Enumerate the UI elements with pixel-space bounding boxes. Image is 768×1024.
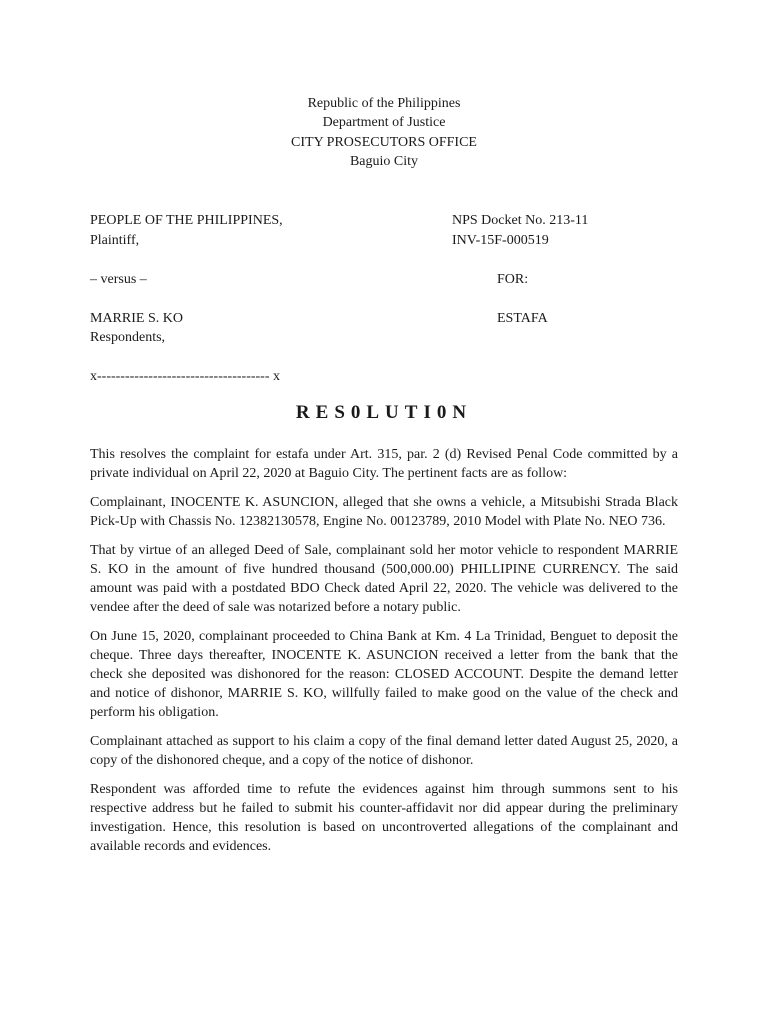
header-department: Department of Justice	[322, 115, 446, 131]
header-city: Baguio City	[349, 154, 419, 170]
paragraph-intro: This resolves the complaint for estafa under Art. 315, par. 2 (d) Revised Penal Code committed by a private individual on April 22, 2020 at Baguio City. The pertinent facts are as follow:	[90, 447, 678, 481]
respondent-name: MARRIE S. KO	[90, 310, 183, 326]
paragraph-complainant: Complainant, INOCENTE K. ASUNCION, alleged that she owns a vehicle, a Mitsubishi Strada Black Pick-Up with Chassis No. 12382130578, Engine No. 00123789, 2010 Model with Plate No. NEO 736.	[90, 495, 678, 529]
paragraph-deed-of-sale: That by virtue of an alleged Deed of Sale, complainant sold her motor vehicle to respondent MARRIE S. KO in the amount of five hundred thousand (500,000.00) PHILLIPINE CURRENCY. The said amount was paid with a postdated BDO Check dated April 22, 2020. The vehicle was delivered to the vendee after the deed of sale was notarized before a notary public.	[90, 543, 678, 615]
plaintiff-name: PEOPLE OF THE PHILIPPINES,	[90, 213, 283, 228]
document-title: RES0LUTI0N	[295, 402, 473, 423]
docket-number: NPS Docket No. 213-11	[452, 213, 589, 228]
header-office: CITY PROSECUTORS OFFICE	[291, 134, 477, 150]
document-body	[90, 445, 678, 866]
investigation-number: INV-15F-000519	[452, 232, 549, 248]
paragraph-respondent: Respondent was afforded time to refute the evidences against him through summons sent to his respective address but he failed to submit his counter-affidavit nor did appear during the preliminary investigation. Hence, this resolution is based on uncontroverted allegations of the complainant and available records and evidences.	[90, 782, 678, 854]
caption-divider: x------------------------------------- x	[90, 369, 280, 384]
plaintiff-label: Plaintiff,	[90, 232, 140, 248]
for-label: FOR:	[497, 271, 529, 287]
offense-label: ESTAFA	[497, 310, 548, 326]
versus-label: – versus –	[90, 271, 147, 287]
respondent-label: Respondents,	[90, 330, 166, 345]
document-header	[0, 94, 768, 172]
paragraph-attachments: Complainant attached as support to his claim a copy of the final demand letter dated August 25, 2020, a copy of the dishonored cheque, and a copy of the notice of dishonor.	[90, 734, 678, 768]
paragraph-dishonor: On June 15, 2020, complainant proceeded to China Bank at Km. 4 La Trinidad, Benguet to deposit the cheque. Three days thereafter, INOCENTE K. ASUNCION received a letter from the bank that the check she deposited was dishonored for the reason: CLOSED ACCOUNT. Despite the demand letter and notice of dishonor, MARRIE S. KO, willfully failed to make good on the value of the check and perform his obligation.	[90, 629, 678, 720]
header-republic: Republic of the Philippines	[307, 96, 461, 111]
